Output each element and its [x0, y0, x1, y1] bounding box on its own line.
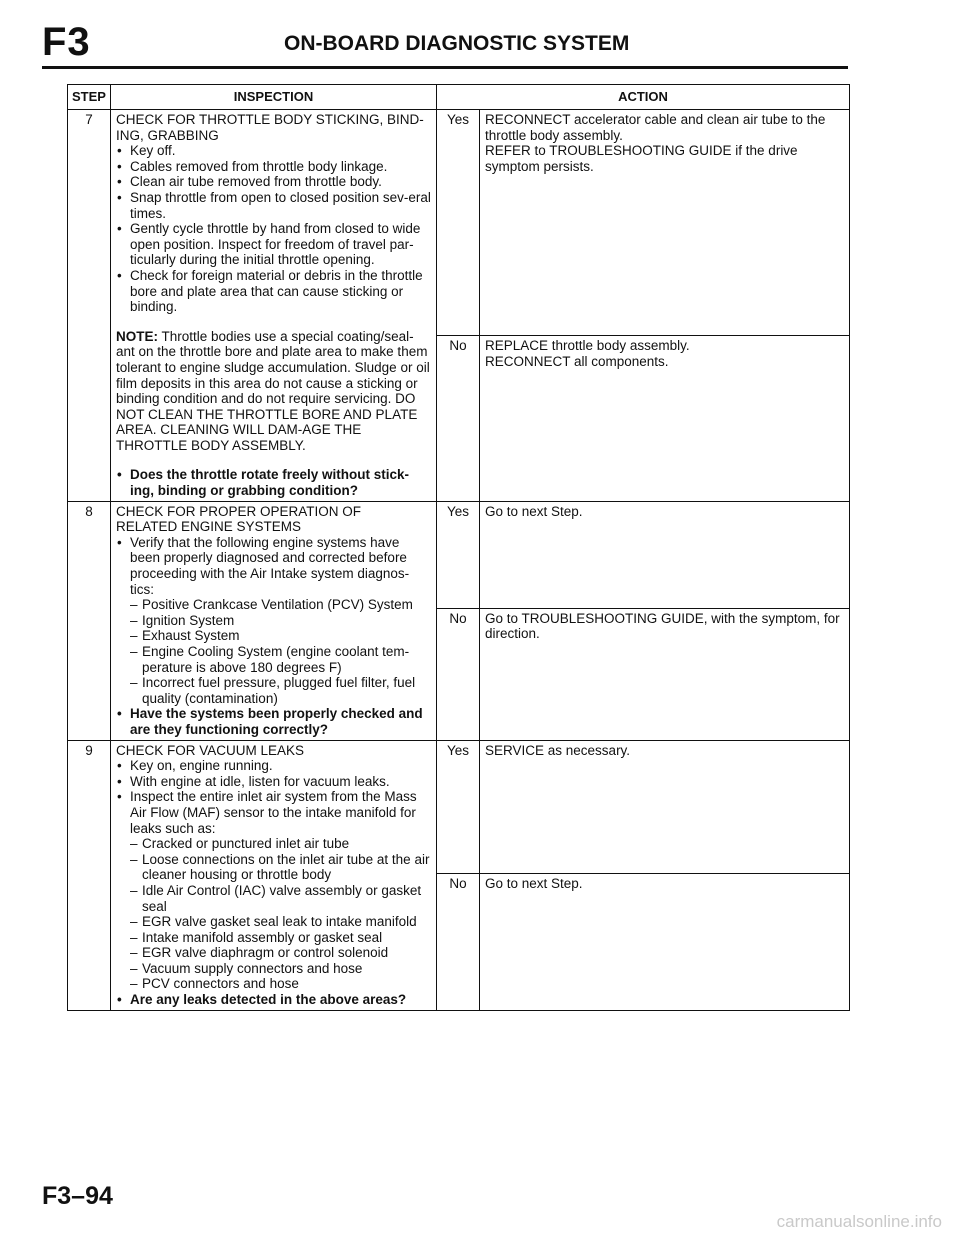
list-item-text: Verify that the following engine systems have been properly diagnosed and corrected before proceeding with the Air Intake system diagnos-tics: [130, 534, 410, 597]
inspection-cell [111, 110, 437, 502]
list-item: • Check for foreign material or debris in the throttle bore and plate area that can cause sticking or binding. [116, 268, 431, 315]
sub-list-item: – Vacuum supply connectors and hose [116, 961, 431, 977]
no-action: Go to TROUBLESHOOTING GUIDE, with the symptom, for direction. [480, 608, 850, 740]
yes-label: Yes [437, 740, 480, 873]
action-text: REPLACE throttle body assembly. [485, 338, 690, 353]
inspection-cell [111, 501, 437, 740]
inspection-bullets [116, 758, 431, 1008]
list-item: • Gently cycle throttle by hand from closed to wide open position. Inspect for freedom of travel par-ticularly during the initial throttle opening. [116, 221, 431, 268]
list-item: • Key on, engine running. [116, 758, 431, 774]
step-title: CHECK FOR VACUUM LEAKS [116, 742, 305, 758]
action-text: REFER to TROUBLESHOOTING GUIDE if the drive symptom persists. [485, 143, 798, 174]
inspection-cell [111, 740, 437, 1010]
inspection-column-header: INSPECTION [111, 85, 437, 110]
sub-list-item: – PCV connectors and hose [116, 976, 431, 992]
step-number: 7 [68, 110, 111, 502]
sub-list-item: – Engine Cooling System (engine coolant tem-perature is above 180 degrees F) [116, 644, 431, 675]
no-label: No [437, 873, 480, 1010]
inspection-bullets [116, 535, 431, 738]
step-title: CHECK FOR PROPER OPERATION OF [116, 503, 362, 519]
table-header-row [68, 85, 850, 110]
diagnostic-table [67, 84, 850, 1011]
step-title: ING, GRABBING [116, 127, 219, 143]
sub-list-item: – Ignition System [116, 613, 431, 629]
sub-list-item: – Cracked or punctured inlet air tube [116, 836, 431, 852]
action-column-header: ACTION [437, 85, 850, 110]
question: • Does the throttle rotate freely without stick-ing, binding or grabbing condition? [116, 467, 431, 498]
list-item: • Snap throttle from open to closed position sev-eral times. [116, 190, 431, 221]
list-item: • Cables removed from throttle body linkage. [116, 159, 431, 175]
no-action: Go to next Step. [480, 873, 850, 1010]
yes-label: Yes [437, 110, 480, 336]
sub-list-item: – Loose connections on the inlet air tube at the air cleaner housing or throttle body [116, 852, 431, 883]
step-title: CHECK FOR THROTTLE BODY STICKING, BIND- [116, 112, 424, 127]
action-text: RECONNECT all components. [485, 353, 669, 369]
list-item-text: Inspect the entire inlet air system from the Mass Air Flow (MAF) sensor to the intake manifold for leaks such as: [130, 789, 417, 836]
list-item [116, 535, 431, 707]
table-row [68, 740, 850, 873]
sub-list-item: – Idle Air Control (IAC) valve assembly or gasket seal [116, 883, 431, 914]
action-text: RECONNECT accelerator cable and clean air tube to the throttle body assembly. [485, 112, 826, 143]
section-code: F3 [42, 20, 91, 64]
table-row [68, 110, 850, 336]
question: • Have the systems been properly checked and are they functioning correctly? [116, 706, 431, 737]
step-number: 9 [68, 740, 111, 1010]
inspection-bullets [116, 143, 431, 315]
sub-list-item: – EGR valve gasket seal leak to intake manifold [116, 914, 431, 930]
note-label: NOTE: [116, 328, 158, 344]
page-number: F3–94 [42, 1182, 113, 1210]
header-rule [42, 66, 848, 69]
sub-list [116, 836, 431, 992]
question-list [116, 467, 431, 498]
yes-label: Yes [437, 501, 480, 608]
list-item: • Clean air tube removed from throttle body. [116, 174, 431, 190]
step-column-header: STEP [68, 85, 111, 110]
step-number: 8 [68, 501, 111, 740]
yes-action [480, 110, 850, 336]
step-title: RELATED ENGINE SYSTEMS [116, 519, 302, 535]
sub-list-item: – Incorrect fuel pressure, plugged fuel filter, fuel quality (contamination) [116, 675, 431, 706]
list-item [116, 789, 431, 992]
sub-list-item: – Intake manifold assembly or gasket seal [116, 930, 431, 946]
sub-list-item: – Exhaust System [116, 628, 431, 644]
list-item: • With engine at idle, listen for vacuum leaks. [116, 774, 431, 790]
sub-list-item: – EGR valve diaphragm or control solenoid [116, 945, 431, 961]
no-label: No [437, 336, 480, 502]
watermark: carmanualsonline.info [776, 1212, 942, 1231]
no-action [480, 336, 850, 502]
no-label: No [437, 608, 480, 740]
note-text: Throttle bodies use a special coating/seal-ant on the throttle bore and plate area to make them tolerant to engine sludge accumulation. Sludge or oil film deposits in this area do not cause a sticking or binding condition and do not require servicing. DO NOT CLEAN THE THROTTLE BORE AND PLATE AREA. CLEANING WILL DAM-AGE THE THROTTLE BODY ASSEMBLY. [116, 328, 430, 453]
table-row [68, 501, 850, 608]
page-title: ON-BOARD DIAGNOSTIC SYSTEM [284, 32, 630, 55]
yes-action: Go to next Step. [480, 501, 850, 608]
yes-action: SERVICE as necessary. [480, 740, 850, 873]
sub-list [116, 597, 431, 706]
sub-list-item: – Positive Crankcase Ventilation (PCV) System [116, 597, 431, 613]
list-item: • Key off. [116, 143, 431, 159]
question: • Are any leaks detected in the above areas? [116, 992, 431, 1008]
note-paragraph [116, 329, 431, 454]
